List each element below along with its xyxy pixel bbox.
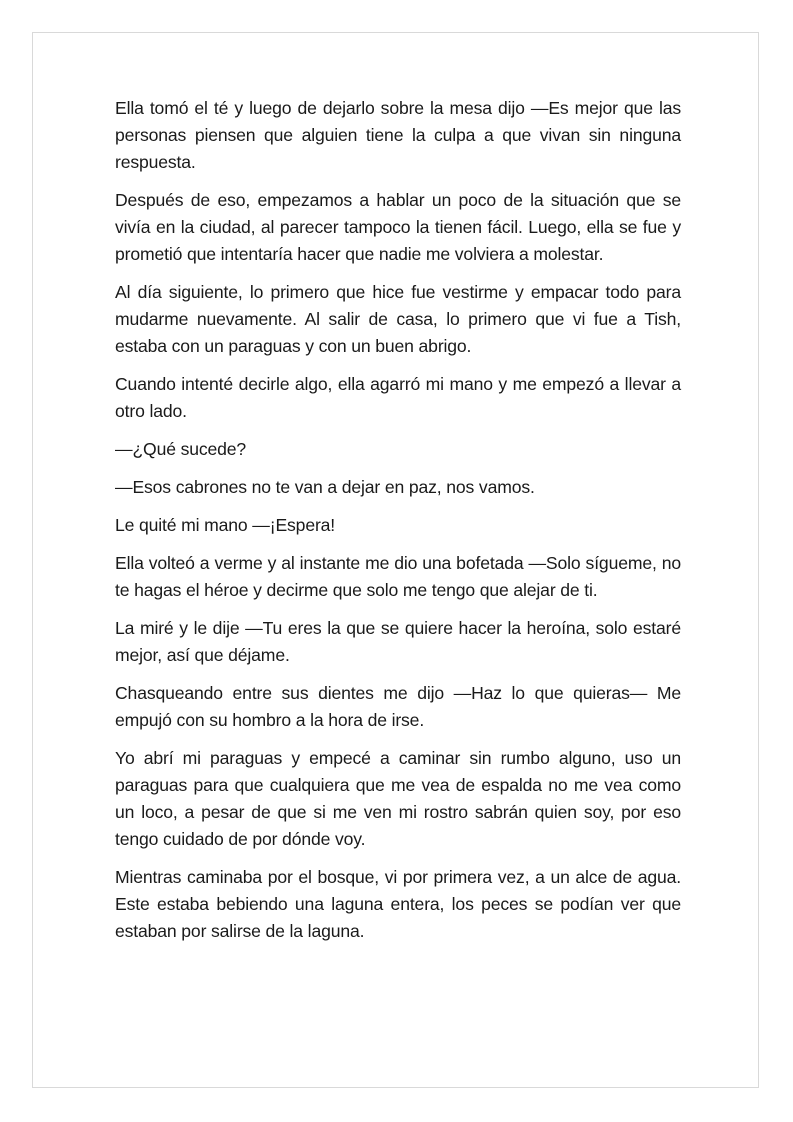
document-body: [115, 95, 681, 956]
paragraph: La miré y le dije —Tu eres la que se quiere hacer la heroína, solo estaré mejor, así que déjame.: [115, 618, 681, 665]
paragraph: —¿Qué sucede?: [115, 439, 247, 459]
paragraph: Mientras caminaba por el bosque, vi por primera vez, a un alce de agua. Este estaba bebiendo una laguna entera, los peces se podían ver que estaban por salirse de la laguna.: [115, 867, 681, 941]
paragraph: Ella volteó a verme y al instante me dio una bofetada —Solo sígueme, no te hagas el héroe y decirme que solo me tengo que alejar de ti.: [115, 553, 681, 600]
paragraph: Cuando intenté decirle algo, ella agarró mi mano y me empezó a llevar a otro lado.: [115, 374, 681, 421]
paragraph: Yo abrí mi paraguas y empecé a caminar sin rumbo alguno, uso un paraguas para que cualquiera que me vea de espalda no me vea como un loco, a pesar de que si me ven mi rostro sabrán quien soy, por eso tengo cuidado de por dónde voy.: [115, 748, 681, 849]
document-page: [32, 32, 759, 1088]
paragraph: Al día siguiente, lo primero que hice fue vestirme y empacar todo para mudarme nuevamente. Al salir de casa, lo primero que vi fue a Tish, estaba con un paraguas y con un buen abrigo.: [115, 282, 681, 356]
paragraph: Le quité mi mano —¡Espera!: [115, 515, 336, 535]
paragraph: Después de eso, empezamos a hablar un poco de la situación que se vivía en la ciudad, al parecer tampoco la tienen fácil. Luego, ella se fue y prometió que intentaría hacer que nadie me volviera a molestar.: [115, 190, 681, 264]
paragraph: Chasqueando entre sus dientes me dijo —Haz lo que quieras— Me empujó con su hombro a la hora de irse.: [115, 683, 681, 730]
paragraph: Ella tomó el té y luego de dejarlo sobre la mesa dijo —Es mejor que las personas piensen que alguien tiene la culpa a que vivan sin ninguna respuesta.: [115, 98, 681, 172]
paragraph: —Esos cabrones no te van a dejar en paz, nos vamos.: [115, 477, 535, 497]
